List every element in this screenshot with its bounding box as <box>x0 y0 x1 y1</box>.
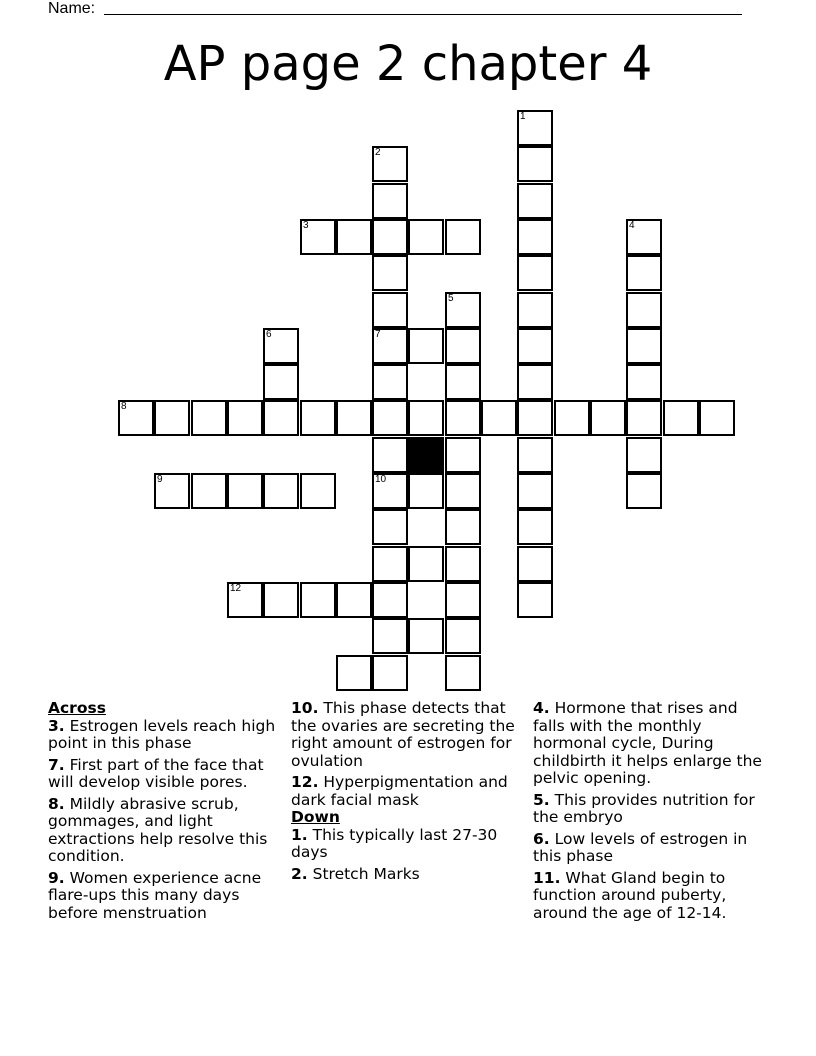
grid-cell[interactable] <box>517 400 553 436</box>
grid-cell[interactable] <box>372 582 408 618</box>
clue-number: 5. <box>533 790 550 809</box>
cell-number: 12 <box>230 583 242 594</box>
across-clue-12 <box>291 774 527 809</box>
across-heading: Across <box>48 699 106 717</box>
grid-cell[interactable] <box>663 400 699 436</box>
grid-cell[interactable] <box>408 219 444 255</box>
grid-cell[interactable] <box>372 546 408 582</box>
grid-cell[interactable] <box>517 546 553 582</box>
grid-cell[interactable] <box>517 146 553 182</box>
grid-cell[interactable] <box>372 255 408 291</box>
grid-cell[interactable] <box>445 546 481 582</box>
grid-cell[interactable] <box>445 473 481 509</box>
clue-number: 9. <box>48 868 65 887</box>
clues-column-3 <box>533 700 769 926</box>
grid-cell[interactable] <box>554 400 590 436</box>
black-cell <box>408 437 444 473</box>
cell-number: 2 <box>375 147 381 158</box>
grid-cell[interactable] <box>372 509 408 545</box>
clue-text: This provides nutrition for the embryo <box>533 790 755 826</box>
grid-cell[interactable] <box>372 400 408 436</box>
grid-cell[interactable] <box>154 473 190 509</box>
grid-cell[interactable] <box>408 473 444 509</box>
grid-cell[interactable] <box>626 328 662 364</box>
grid-cell[interactable] <box>263 328 299 364</box>
across-clue-7 <box>48 757 284 792</box>
across-clue-3 <box>48 718 284 753</box>
grid-cell[interactable] <box>445 655 481 691</box>
grid-cell[interactable] <box>626 400 662 436</box>
grid-cell[interactable] <box>227 400 263 436</box>
grid-cell[interactable] <box>227 582 263 618</box>
grid-cell[interactable] <box>445 292 481 328</box>
grid-cell[interactable] <box>590 400 626 436</box>
clue-text: Hyperpigmentation and dark facial mask <box>291 773 508 809</box>
down-clue-11 <box>533 870 769 923</box>
grid-cell[interactable] <box>372 328 408 364</box>
grid-cell[interactable] <box>372 618 408 654</box>
grid-cell[interactable] <box>517 328 553 364</box>
clue-number: 2. <box>291 864 308 883</box>
cell-number: 1 <box>520 111 526 122</box>
grid-cell[interactable] <box>336 219 372 255</box>
cell-number: 5 <box>448 293 454 304</box>
grid-cell[interactable] <box>445 582 481 618</box>
grid-cell[interactable] <box>300 582 336 618</box>
grid-cell[interactable] <box>372 655 408 691</box>
clue-number: 4. <box>533 699 550 717</box>
grid-cell[interactable] <box>445 328 481 364</box>
grid-cell[interactable] <box>517 473 553 509</box>
grid-cell[interactable] <box>263 400 299 436</box>
grid-cell[interactable] <box>517 364 553 400</box>
grid-cell[interactable] <box>372 183 408 219</box>
down-clue-4 <box>533 700 769 788</box>
clue-number: 8. <box>48 794 65 813</box>
clue-text: Hormone that rises and falls with the monthly hormonal cycle, During childbirth it helps enlarge the pelvic opening. <box>533 699 762 787</box>
grid-cell[interactable] <box>517 219 553 255</box>
grid-cell[interactable] <box>336 582 372 618</box>
clue-text: This phase detects that the ovaries are secreting the right amount of estrogen for ovulation <box>291 699 515 770</box>
grid-cell[interactable] <box>336 400 372 436</box>
cell-number: 3 <box>303 220 309 231</box>
grid-cell[interactable] <box>626 219 662 255</box>
grid-cell[interactable] <box>263 364 299 400</box>
down-clue-5 <box>533 792 769 827</box>
clue-text: Estrogen levels reach high point in this phase <box>48 716 276 752</box>
grid-cell[interactable] <box>191 473 227 509</box>
down-clue-1 <box>291 827 527 862</box>
grid-cell[interactable] <box>372 292 408 328</box>
clues-column-1 <box>48 700 284 926</box>
grid-cell[interactable] <box>626 437 662 473</box>
grid-cell[interactable] <box>300 219 336 255</box>
clues-column-2 <box>291 700 527 887</box>
grid-cell[interactable] <box>445 509 481 545</box>
grid-cell[interactable] <box>699 400 735 436</box>
clue-number: 1. <box>291 825 308 844</box>
grid-cell[interactable] <box>517 437 553 473</box>
grid-cell[interactable] <box>626 364 662 400</box>
clue-text: Low levels of estrogen in this phase <box>533 829 748 865</box>
grid-cell[interactable] <box>626 473 662 509</box>
cell-number: 9 <box>157 474 163 485</box>
grid-cell[interactable] <box>227 473 263 509</box>
grid-cell[interactable] <box>445 364 481 400</box>
across-clue-9 <box>48 870 284 923</box>
clue-text: Women experience acne flare-ups this many days before menstruation <box>48 868 262 922</box>
grid-cell[interactable] <box>263 582 299 618</box>
grid-cell[interactable] <box>517 292 553 328</box>
grid-cell[interactable] <box>372 473 408 509</box>
grid-cell[interactable] <box>191 400 227 436</box>
across-clue-10 <box>291 700 527 770</box>
grid-cell[interactable] <box>626 292 662 328</box>
name-label: Name: <box>48 0 96 17</box>
grid-cell[interactable] <box>445 437 481 473</box>
clue-number: 7. <box>48 755 65 774</box>
cell-number: 6 <box>266 329 272 340</box>
page-title: AP page 2 chapter 4 <box>163 36 653 92</box>
grid-cell[interactable] <box>372 219 408 255</box>
down-clue-6 <box>533 831 769 866</box>
grid-cell[interactable] <box>263 473 299 509</box>
grid-cell[interactable] <box>481 400 517 436</box>
grid-cell[interactable] <box>626 255 662 291</box>
grid-cell[interactable] <box>118 400 154 436</box>
across-clue-8 <box>48 796 284 866</box>
grid-cell[interactable] <box>336 655 372 691</box>
grid-cell[interactable] <box>445 618 481 654</box>
clue-text: First part of the face that will develop visible pores. <box>48 755 264 791</box>
cell-number: 7 <box>375 329 381 340</box>
clue-text: This typically last 27-30 days <box>291 825 498 861</box>
grid-cell[interactable] <box>154 400 190 436</box>
clue-text: What Gland begin to function around puberty, around the age of 12-14. <box>533 868 727 922</box>
grid-cell[interactable] <box>300 473 336 509</box>
cell-number: 8 <box>121 401 127 412</box>
down-heading: Down <box>291 808 340 826</box>
grid-cell[interactable] <box>408 400 444 436</box>
grid-cell[interactable] <box>517 509 553 545</box>
cell-number: 4 <box>629 220 635 231</box>
grid-cell[interactable] <box>445 400 481 436</box>
grid-cell[interactable] <box>408 546 444 582</box>
grid-cell[interactable] <box>408 328 444 364</box>
clue-number: 12. <box>291 773 319 791</box>
grid-cell[interactable] <box>408 618 444 654</box>
clue-number: 10. <box>291 699 319 717</box>
down-clue-2 <box>291 866 527 884</box>
clue-text: Stretch Marks <box>307 864 420 883</box>
grid-cell[interactable] <box>372 364 408 400</box>
grid-cell[interactable] <box>445 219 481 255</box>
grid-cell[interactable] <box>517 110 553 146</box>
grid-cell[interactable] <box>300 400 336 436</box>
grid-cell[interactable] <box>517 255 553 291</box>
clue-number: 3. <box>48 716 65 735</box>
grid-cell[interactable] <box>372 437 408 473</box>
grid-cell[interactable] <box>517 183 553 219</box>
grid-cell[interactable] <box>372 146 408 182</box>
cell-number: 10 <box>375 474 387 485</box>
grid-cell[interactable] <box>517 582 553 618</box>
clue-number: 11. <box>533 868 561 887</box>
clue-number: 6. <box>533 829 550 848</box>
clue-text: Mildly abrasive scrub, gommages, and light extractions help resolve this condition. <box>48 794 268 865</box>
